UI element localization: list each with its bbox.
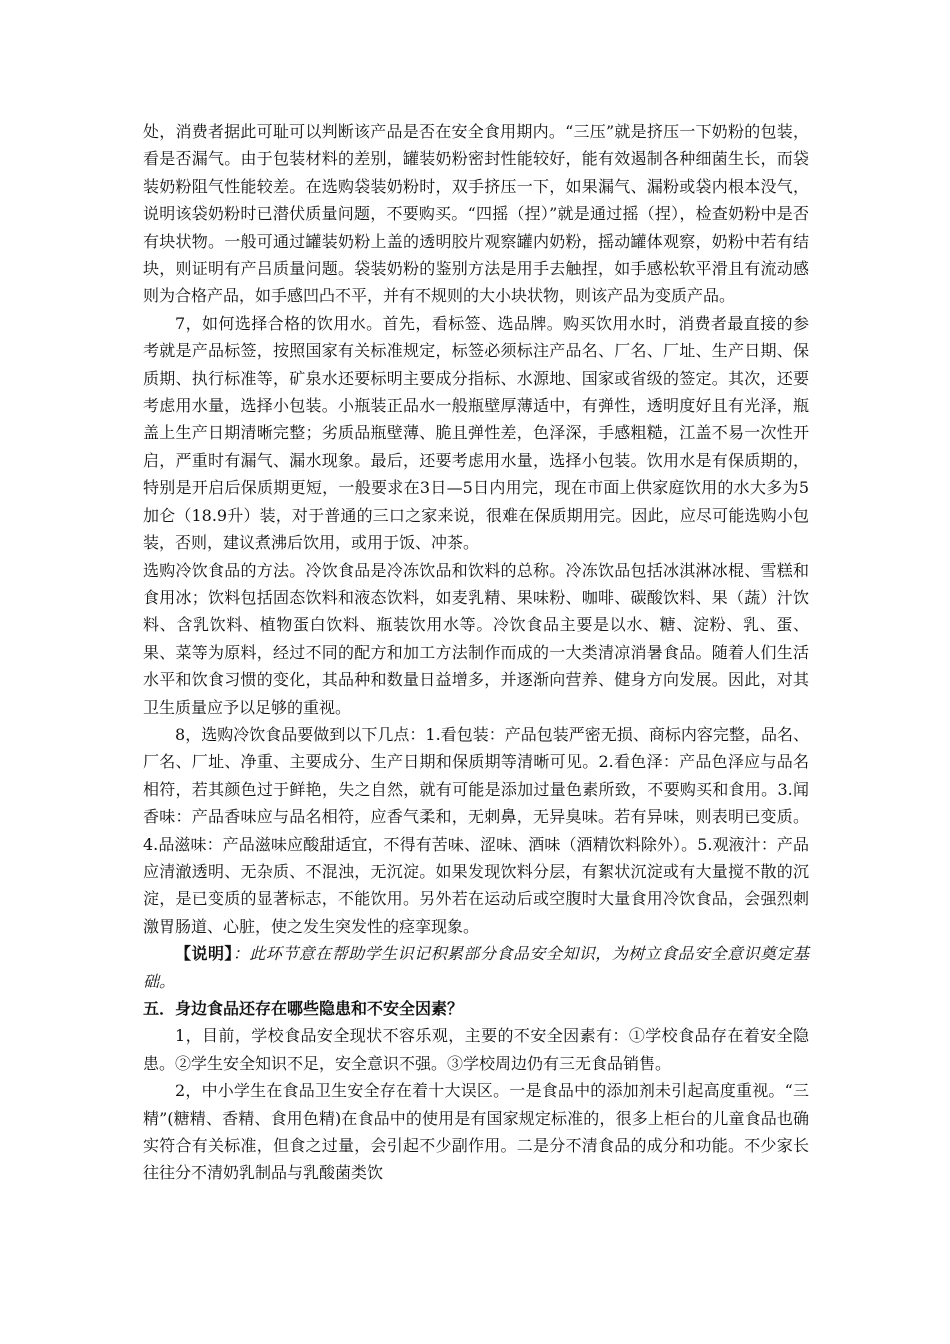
section-heading-5: 五．身边食品还存在哪些隐患和不安全因素？ [143, 999, 464, 1018]
document-page [143, 118, 809, 1187]
paragraph-drinking-water: 7，如何选择合格的饮用水。首先，看标签、选品牌。购买饮用水时，消费者最直接的参考就是产品标签，按照国家有关标准规定，标签必须标注产品名、厂名、厂址、生产日期、保质期、执行标准等，矿泉水还要标明主要成分指标、水源地、国家或省级的签定。其次，还要考虑用水量，选择小包装。小瓶装正品水一般瓶壁厚薄适中，有弹性，透明度好且有光泽，瓶盖上生产日期清晰完整；劣质品瓶壁薄、脆且弹性差，色泽深，手感粗糙，江盖不易一次性开启，严重时有漏气、漏水现象。最后，还要考虑用水量，选择小包装。饮用水是有保质期的，特别是开启后保质期更短，一般要求在3日—5日内用完，现在市面上供家庭饮用的水大多为5加仑（18.9升）装，对于普通的三口之家来说，很难在保质期用完。因此，应尽可能选购小包装，否则，建议煮沸后饮用，或用于饭、冲茶。 [143, 313, 809, 553]
paragraph-ten-misconceptions: 2，中小学生在食品卫生安全存在着十大误区。一是食品中的添加剂未引起高度重视。“三精”(糖精、香精、食用色精)在食品中的使用是有国家规定标准的，很多上柜台的儿童食品也确实符合有关标准，但食之过量，会引起不少副作用。二是分不清食品的成分和功能。不少家长往往分不清奶乳制品与乳酸菌类饮 [143, 1081, 809, 1183]
paragraph-cold-drinks-tips: 8，选购冷饮食品要做到以下几点：1.看包装：产品包装严密无损、商标内容完整，品名、厂名、厂址、净重、主要成分、生产日期和保质期等清晰可见。2.看色泽：产品色泽应与品名相符，若其颜色过于鲜艳，失之自然，就有可能是添加过量色素所致，不要购买和食用。3.闻香味：产品香味应与品名相符，应香气柔和，无刺鼻，无异臭味。若有异味，则表明已变质。4.品滋味：产品滋味应酸甜适宜，不得有苦味、涩味、酒味（酒精饮料除外）。5.观液汁：产品应清澈透明、无杂质、不混浊，无沉淀。如果发现饮料分层，有絮状沉淀或有大量搅不散的沉淀，是已变质的显著标志，不能饮用。另外若在运动后或空腹时大量食用冷饮食品，会强烈刺激胃肠道、心脏，使之发生突发性的痉挛现象。 [143, 724, 809, 936]
paragraph-school-safety: 1，目前，学校食品安全现状不容乐观，主要的不安全因素有：①学校食品存在着安全隐患。②学生安全知识不足，安全意识不强。③学校周边仍有三无食品销售。 [143, 1026, 809, 1073]
paragraph-cold-drinks-method: 选购冷饮食品的方法。冷饮食品是冷冻饮品和饮料的总称。冷冻饮品包括冰淇淋冰棍、雪糕和食用冰；饮料包括固态饮料和液态饮料，如麦乳精、果味粉、咖啡、碳酸饮料、果（蔬）汁饮料、含乳饮料、植物蛋白饮料、瓶装饮用水等。冷饮食品主要是以水、糖、淀粉、乳、蛋、果、菜等为原料，经过不同的配方和加工方法制作而成的一大类清凉消暑食品。随着人们生活水平和饮食习惯的变化，其品种和数量日益增多，并逐渐向营养、健身方向发展。因此，对其卫生质量应予以足够的重视。 [143, 560, 809, 717]
paragraph-milk-powder: 处，消费者据此可耻可以判断该产品是否在安全食用期内。“三压”就是挤压一下奶粉的包装，看是否漏气。由于包装材料的差别，罐装奶粉密封性能较好，能有效遏制各种细菌生长，而袋装奶粉阻气性能较差。在选购袋装奶粉时，双手挤压一下，如果漏气、漏粉或袋内根本没气，说明该袋奶粉时已潜伏质量问题，不要购买。“四摇（捏）”就是通过摇（捏），检查奶粉中是否有块状物。一般可通过罐装奶粉上盖的透明胶片观察罐内奶粉，摇动罐体观察，奶粉中若有结块，则证明有产吕质量问题。袋装奶粉的鉴别方法是用手去触捏，如手感松软平滑且有流动感则为合格产品，如手感凹凸不平，并有不规则的大小块状物，则该产品为变质产品。 [143, 122, 809, 306]
explanation-note [143, 940, 809, 995]
explanation-text: ：此环节意在帮助学生识记积累部分食品安全知识，为树立食品安全意识奠定基础。 [143, 944, 809, 991]
explanation-tag: 【说明】 [175, 944, 233, 964]
